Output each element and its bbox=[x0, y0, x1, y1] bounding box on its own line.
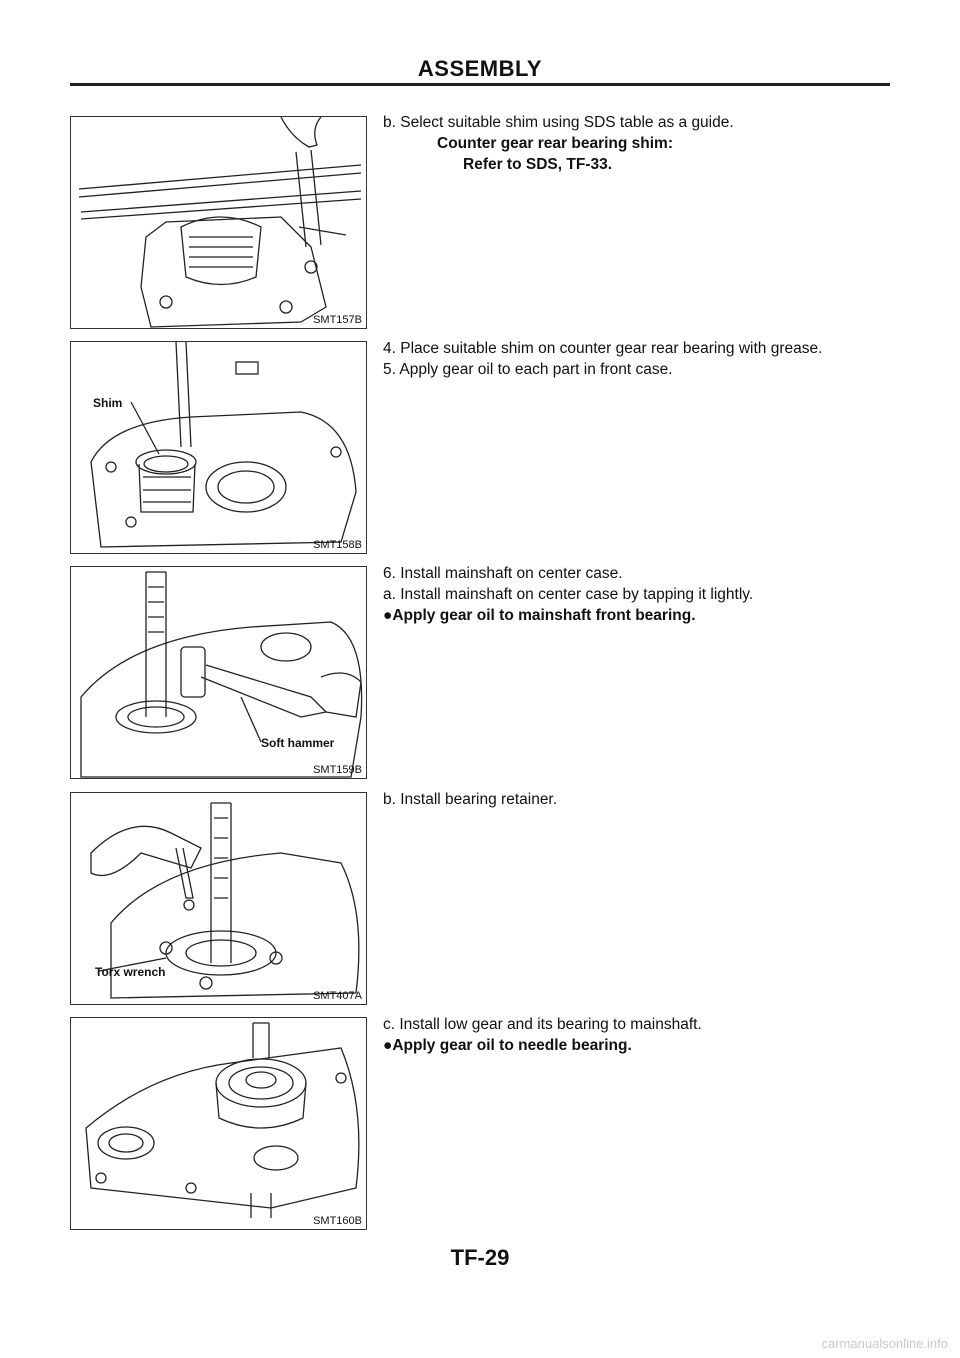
step-text: 5. Apply gear oil to each part in front case. bbox=[383, 361, 673, 378]
figure-illustration-front-case bbox=[71, 342, 367, 554]
figure-code: SMT160B bbox=[313, 1215, 362, 1227]
page-number: TF-29 bbox=[450, 1245, 510, 1270]
figure-illustration-low-gear bbox=[71, 1018, 367, 1230]
step-block bbox=[383, 789, 893, 810]
spec-reference: Refer to SDS, TF-33. bbox=[463, 156, 612, 173]
figure-shim-measurement bbox=[70, 116, 367, 329]
step-block bbox=[383, 112, 893, 175]
bullet-note: ●Apply gear oil to mainshaft front bearing. bbox=[383, 607, 696, 624]
spec-label: Counter gear rear bearing shim: bbox=[437, 135, 674, 152]
figure-code: SMT157B bbox=[313, 314, 362, 326]
figure-low-gear bbox=[70, 1017, 367, 1230]
figure-shim-placement bbox=[70, 341, 367, 554]
step-block bbox=[383, 1014, 893, 1056]
callout-label: Soft hammer bbox=[261, 736, 335, 750]
header-rule bbox=[70, 83, 890, 86]
callout-label: Torx wrench bbox=[95, 965, 166, 979]
figure-code: SMT158B bbox=[313, 539, 362, 551]
step-text: c. Install low gear and its bearing to mainshaft. bbox=[383, 1016, 702, 1033]
figure-code: SMT159B bbox=[313, 764, 362, 776]
step-text: b. Select suitable shim using SDS table as a guide. bbox=[383, 114, 734, 131]
figure-mainshaft-install bbox=[70, 566, 367, 779]
figure-illustration-caliper bbox=[71, 117, 367, 329]
step-block bbox=[383, 338, 893, 380]
page-title: ASSEMBLY bbox=[417, 56, 543, 81]
step-text: 4. Place suitable shim on counter gear rear bearing with grease. bbox=[383, 340, 823, 357]
figure-code: SMT407A bbox=[313, 990, 362, 1002]
bullet-note: ●Apply gear oil to needle bearing. bbox=[383, 1037, 632, 1054]
figure-bearing-retainer bbox=[70, 792, 367, 1005]
step-block bbox=[383, 563, 893, 626]
step-text: 6. Install mainshaft on center case. bbox=[383, 565, 623, 582]
step-text: a. Install mainshaft on center case by tapping it lightly. bbox=[383, 586, 754, 603]
step-text: b. Install bearing retainer. bbox=[383, 791, 558, 808]
callout-label: Shim bbox=[93, 396, 123, 410]
watermark: carmanualsonline.info bbox=[821, 1336, 948, 1351]
